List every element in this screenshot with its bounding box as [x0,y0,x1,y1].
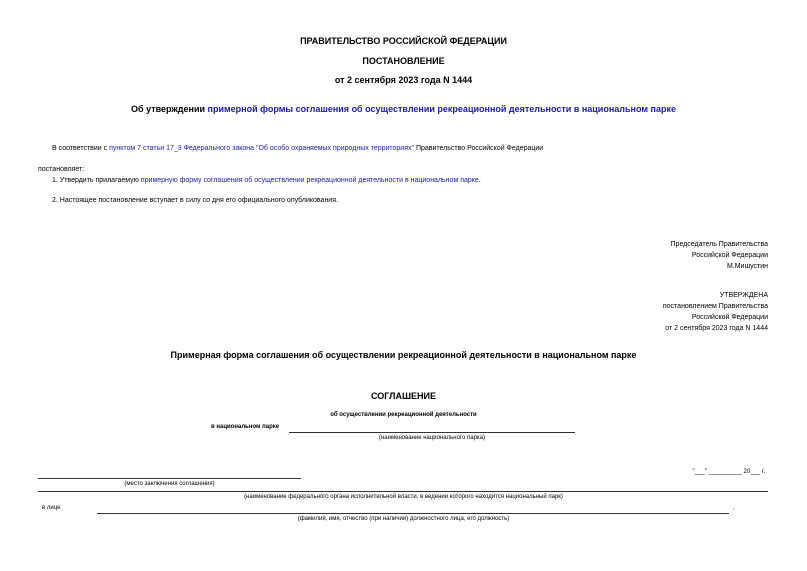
item-1 [52,177,481,184]
law-link[interactable]: пунктом 7 статьи 17_3 Федерального закона "Об особо охраняемых природных территориях" [109,145,414,152]
item-2: 2. Настоящее постановление вступает в силу со дня его официального опубликования. [52,197,338,204]
date-blank: "___" __________ 20___ г. [692,469,765,475]
signature-line-1: Председатель Правительства [670,241,768,248]
document-type: ПОСТАНОВЛЕНИЕ [362,56,445,66]
agreement-subtitle: об осуществлении рекреационной деятельности [330,412,477,418]
person-caption: (фамилия, имя, отчество (при наличии) должностного лица, его должность) [297,516,510,522]
approval-line-1: УТВЕРЖДЕНА [719,292,768,299]
form-title: Примерная форма соглашения об осуществлении рекреационной деятельности в национальном парке [170,350,637,360]
preamble [52,145,543,152]
signature-line-3: М.Мишустин [726,263,768,270]
agreement-heading: СОГЛАШЕНИЕ [371,391,436,401]
preamble-prefix: В соответствии с [52,145,110,152]
person-label: в лице [42,505,61,511]
form-link[interactable]: примерную форму соглашения об осуществлении рекреационной деятельности в национальном парке [140,177,479,184]
approval-line-3: Российской Федерации [691,314,768,321]
government-heading: ПРАВИТЕЛЬСТВО РОССИЙСКОЙ ФЕДЕРАЦИИ [300,36,507,46]
approval-line-2: постановлением Правительства [662,303,768,310]
preamble-suffix: Правительство Российской Федерации [414,145,544,152]
document-title [0,104,807,114]
park-caption: (наименование национального парка) [378,435,486,441]
person-line [97,513,729,514]
approval-line-4: от 2 сентября 2023 года N 1444 [665,325,768,332]
place-caption: (место заключения соглашения) [124,481,215,487]
park-label: в национальном парке [211,424,280,430]
item-1-prefix: 1. Утвердить прилагаемую [52,177,141,184]
place-line [38,478,301,479]
organ-line [38,491,768,492]
park-name-line [289,432,575,433]
person-comma: , [733,505,735,511]
signature-line-2: Российской Федерации [691,252,768,259]
approval-block [663,290,768,334]
document-date-number: от 2 сентября 2023 года N 1444 [334,75,473,85]
title-prefix: Об утверждении [131,104,208,114]
signature-block [671,239,768,272]
organ-caption: (наименование федерального органа исполнительной власти, в ведении которого находится национальный парк) [244,494,563,500]
item-1-suffix: . [478,177,481,184]
title-link[interactable]: примерной формы соглашения об осуществлении рекреационной деятельности в национальном парке [207,104,676,114]
decides-text: постановляет: [38,166,85,173]
